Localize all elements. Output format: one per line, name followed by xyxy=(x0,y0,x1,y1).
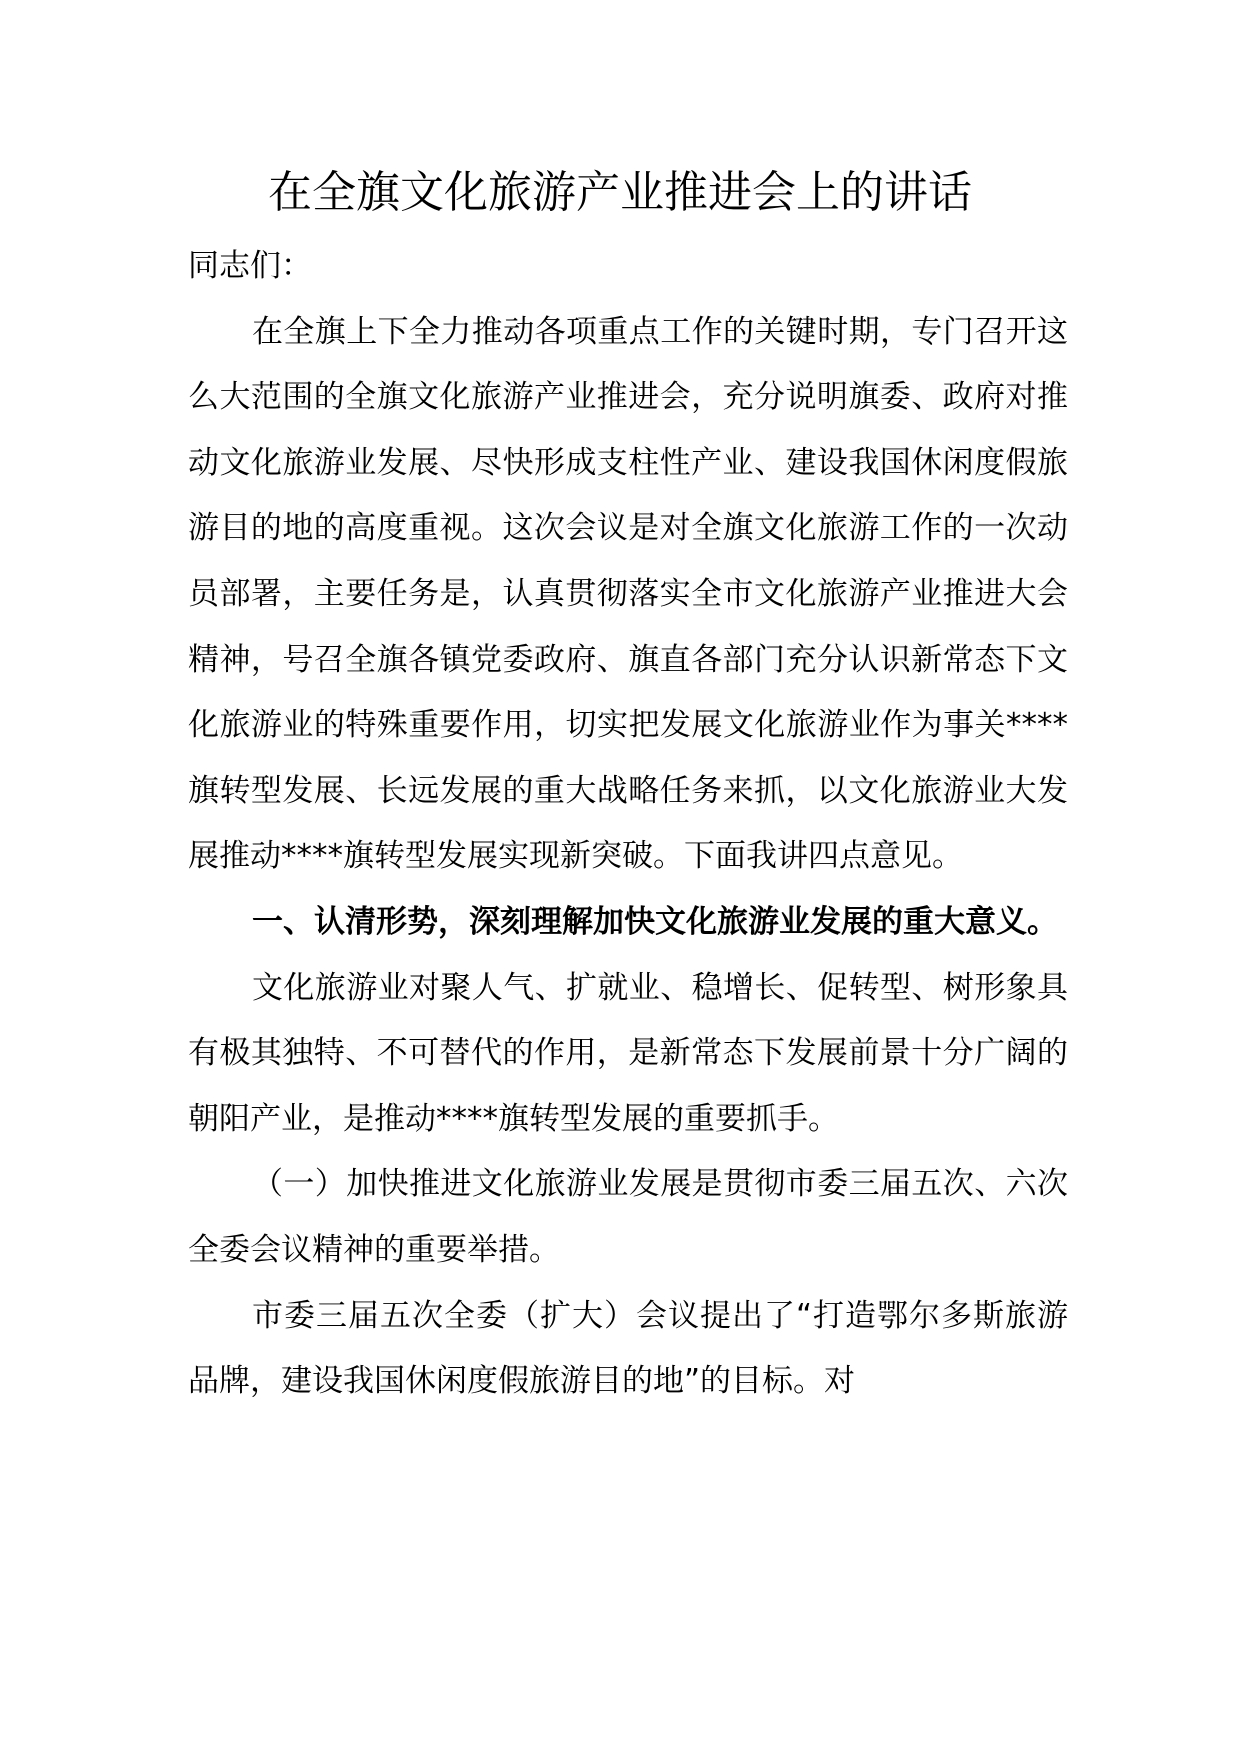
subsection-heading-1: （一）加快推进文化旅游业发展是贯彻市委三届五次、六次全委会议精神的重要举措。 xyxy=(188,1166,1068,1268)
paragraph-subsection-1: 市委三届五次全委（扩大）会议提出了“打造鄂尔多斯旅游品牌，建设我国休闲度假旅游目的地”的目标。对 xyxy=(188,1297,1068,1400)
paragraph-section-1: 文化旅游业对聚人气、扩就业、稳增长、促转型、树形象具有极其独特、不可替代的作用，是新常态下发展前景十分广阔的朝阳产业，是推动****旗转型发展的重要抓手。 xyxy=(188,969,1068,1137)
paragraph-intro: 在全旗上下全力推动各项重点工作的关键时期，专门召开这么大范围的全旗文化旅游产业推进会，充分说明旗委、政府对推动文化旅游业发展、尽快形成支柱性产业、建设我国休闲度假旅游目的地的高度重视。这次会议是对全旗文化旅游工作的一次动员部署，主要任务是，认真贯彻落实全市文化旅游产业推进大会精神，号召全旗各镇党委政府、旗直各部门充分认识新常态下文化旅游业的特殊重要作用，切实把发展文化旅游业作为事关****旗转型发展、长远发展的重大战略任务来抓，以文化旅游业大发展推动****旗转型发展实现新突破。下面我讲四点意见。 xyxy=(188,313,1068,875)
salutation: 同志们： xyxy=(188,248,312,284)
section-heading-1: 一、认清形势，深刻理解加快文化旅游业发展的重大意义。 xyxy=(252,903,1058,940)
document-body xyxy=(188,234,1068,1415)
document-title: 在全旗文化旅游产业推进会上的讲话 xyxy=(268,167,972,218)
